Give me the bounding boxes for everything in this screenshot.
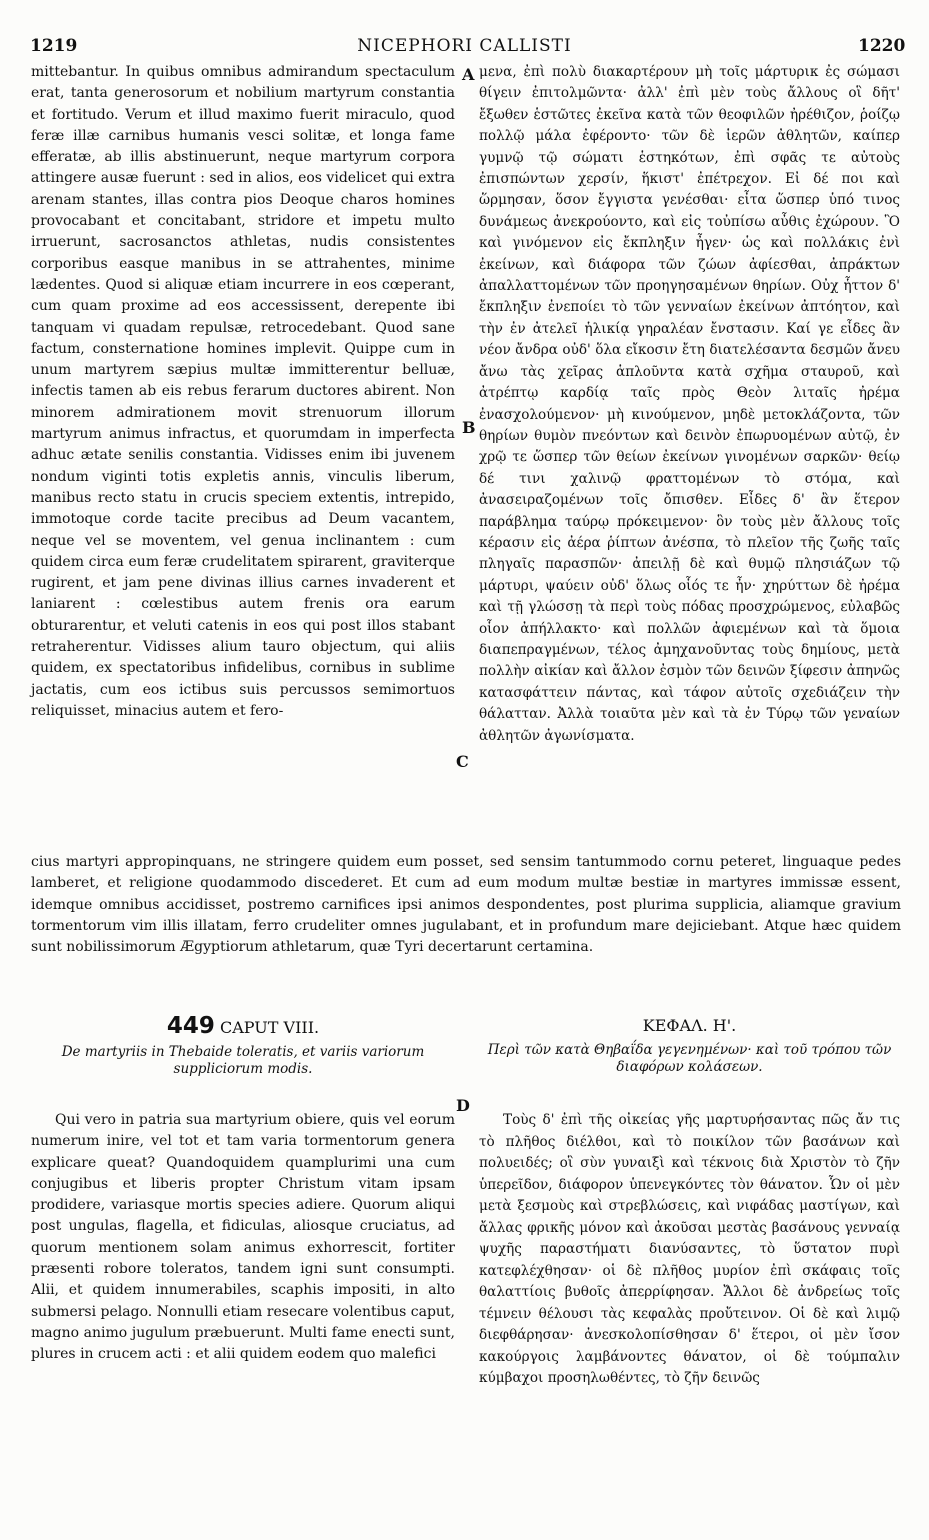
greek-caput-label: ΚΕΦΑΛ. Η'. [642, 1016, 737, 1035]
latin-caput-line [31, 1013, 455, 1041]
margin-marker-d: D [456, 1096, 470, 1115]
latin-column-top [31, 62, 455, 722]
greek-chapter-title: Περὶ τῶν κατὰ Θηβαΐδα γεγενημένων· καὶ τοῦ τρόπου τῶν διαφόρων κολάσεων. [487, 1042, 892, 1075]
latin-chapter-title: De martyriis in Thebaide toleratis, et variis variorum suppliciorum modis. [61, 1044, 425, 1077]
page-number-left: 1219 [30, 36, 78, 56]
greek-column-top [479, 62, 900, 747]
page-header [0, 0, 929, 60]
margin-marker-a: A [462, 65, 475, 84]
full-width-paragraph [31, 852, 901, 958]
greek-chapter-heading [479, 1013, 900, 1076]
latin-chapter-body: Qui vero in patria sua martyrium obiere, quis vel eorum numerum inire, vel tot et tam varia tormentorum genera explicare queat? Quandoquidem quamplurimi una cum conjugibus et liberis propter Christum vitam ipsam prodidere, variasque mortis species adiere. Quorum aliqui post ungulas, flagella, et fidiculas, aliosque cruciatus, ad quorum mentionem solam animus exhorrescit, fortiter præsenti robore toleratos, tandem igni sunt consumpti. Alii, et quidem innumerabiles, scaphis impositi, in alto submersi pelago. Nonnulli etiam resecare volentibus caput, magno animo jugulum præbuerunt. Multi fame enecti sunt, plures in crucem acti : et alii quidem eodem quo malefici [31, 1112, 455, 1363]
greek-column-bottom [479, 1110, 900, 1390]
page-number-right: 1220 [858, 36, 906, 56]
margin-marker-c: C [456, 752, 469, 771]
margin-marker-b: B [462, 418, 476, 437]
column-number: 449 [166, 1013, 215, 1039]
latin-column-bottom [31, 1110, 455, 1366]
greek-chapter-body: Τοὺς δ' ἐπὶ τῆς οἰκείας γῆς μαρτυρήσαντας πῶς ἄν τις τὸ πλῆθος διέλθοι, καὶ τὸ ποικίλον τῶν βασάνων καὶ πολυειδές; οἳ σὺν γυναιξὶ καὶ τέκνοις διὰ Χριστὸν τὸ ζῆν ὑπερεῖδον, διάφορον ὑπενεγκόντες τὸν θάνατον. Ὧν οἱ μὲν μετὰ ξεσμοὺς καὶ στρεβλώσεις, καὶ νιφάδας μαστίγων, καὶ ἄλλας φρικῆς μόνον καὶ ἀκοῦσαι μεστὰς βασάνους γενναίᾳ ψυχῆς παραστήματι διανύσαντες, τὸ ὕστατον πυρὶ κατεφλέχθησαν· οἱ δὲ πλῆθος μυρίον ἐπὶ σκάφαις τοῖς θαλαττίοις βυθοῖς ἀπερρίφησαν. Ἄλλοι δὲ ἀνδρείως τοῖς τέμνειν θέλουσι τὰς κεφαλὰς προὔτεινον. Οἱ δὲ καὶ λιμῷ διεφθάρησαν· ἀνεσκολοπίσθησαν δ' ἕτεροι, οἱ μὲν ἴσον κακούργοις λαμβάνοντες θάνατον, οἱ δὲ τούμπαλιν κύμβαχοι προσηλωθέντες, τὸ ζῆν δεινῶς [479, 1112, 900, 1386]
latin-chapter-heading [31, 1013, 455, 1078]
greek-paragraph: μενα, ἐπὶ πολὺ διακαρτέρουν μὴ τοῖς μάρτυρικ ἐς σώμασι θίγειν ἐπιτολμῶντα· ἀλλ' ἐπὶ μὲν τοὺς ἄλλους οἳ δῆτ' ἔξωθεν ἑστῶτες ἐκεῖνα κατὰ τῶν θεοφιλῶν ἠρέθιζον, ῥοίζῳ πολλῷ μάλα ἐφέροντο· τῶν δὲ ἱερῶν ἀθλητῶν, καίπερ γυμνῷ τῷ σώματι ἑστηκότων, ἐπὶ σφᾶς τε αὐτοὺς ἐπισπώντων χερσίν, ἥκιστ' ἐπέτρεχον. Εἰ δέ ποι καὶ ὥρμησαν, ὅσον ἔγγιστα γενέσθαι· εἶτα ὥσπερ ὑπό τινος δυνάμεως ἀνεκρούοντο, καὶ εἰς τοὐπίσω αὖθις ἐχώρουν. Ὃ καὶ γινόμενον εἰς ἔκπληξιν ἦγεν· ὡς καὶ πολλάκις ἐνὶ ἐκείνων, καὶ διάφορα τῶν ζώων ἀφίεσθαι, ἀπράκτων ἀπαλλαττομένων τῶν προηγησαμένων θηρίων. Οὐχ ἧττον δ' ἔκπληξιν ἐνεποίει τὸ τῶν γενναίων ἐκείνων ἀπτόητον, καὶ τὴν ἐν ἀτελεῖ ἡλικίᾳ γηραλέαν ἔνστασιν. Καί γε εἶδες ἂν νέον ἄνδρα οὐδ' ὅλα εἴκοσιν ἔτη διατελέσαντα δεσμῶν ἄνευ ἄνω τὰς χεῖρας ἁπλοῦντα κατὰ σχῆμα σταυροῦ, καὶ ἀτρέπτῳ καρδίᾳ ταῖς πρὸς Θεὸν λιταῖς ἠρέμα ἐνασχολούμενον· μὴ κινούμενον, μηδὲ μετοκλάζοντα, τῶν θηρίων θυμὸν πνεόντων καὶ δεινὸν ἐπωρυομένων αὐτῷ, ἐν χρῷ τε ὥσπερ τῶν θείων ἐκείνων γινομένων σαρκῶν· θείῳ δέ τινι χαλινῷ φραττομένων τὸ στόμα, καὶ ἀνασειραζομένων τοῖς ὄπισθεν. Εἶδες δ' ἂν ἕτερον παράβλημα ταύρῳ πρόκειμενον· ὃν τοὺς μὲν ἄλλους τοῖς κέρασιν εἰς ἀέρα ῥίπτων ἀνέσπα, τὸ πλεῖον τῆς ζωῆς ταῖς πληγαῖς παρασπῶν· ἀπειλῇ δὲ καὶ θυμῷ πλησιάζων τῷ μάρτυρι, ψαύειν οὐδ' ὅλως οἷός τε ἦν· χηρύττων δὲ ἠρέμα καὶ τῇ γλώσσῃ τὰ περὶ τοὺς πόδας προσχρώμενος, εὐλαβῶς οἷον ἀπήλλακτο· καὶ πολλῶν ἀφιεμένων καὶ τὰ ὅμοια διαπεπραγμένων, τέλος ἀμηχανοῦντας τοὺς δημίους, μετὰ πολλὴν αἰκίαν καὶ ἄλλον ἐσμὸν τῶν δεινῶν ξίφεσιν ἀπηνῶς κατασφάττειν πάντας, καὶ τάφον αὐτοῖς σχεδιάζειν τὴν θάλατταν. Ἀλλὰ τοιαῦτα μὲν καὶ τὰ ἐν Τύρῳ τῶν γεναίων ἀθλητῶν ἀγωνίσματα. [479, 64, 900, 744]
full-width-text: cius martyri appropinquans, ne stringere quidem eum posset, sed sensim tantummodo cornu peteret, linguaque pedes lamberet, et religione quodammodo discederet. Et cum ad eum modum multæ bestiæ in martyres immissæ essent, idemque omnibus accidisset, postremo carnifices ipsi animos despondentes, post plurima supplicia, aliamque gravium tormentorum vim illis illatam, ferro crudeliter omnes jugulabant, et in profundum mare dejiciebant. Atque hæc quidem sunt nobilissimorum Ægyptiorum athletarum, quæ Tyri decertarunt certamina. [31, 854, 901, 956]
caput-label: CAPUT VIII. [219, 1018, 320, 1037]
running-title: NICEPHORI CALLISTI [357, 36, 572, 56]
latin-paragraph: mittebantur. In quibus omnibus admirandum spectaculum erat, tanta generosorum et nobilium martyrum constantia et fortitudo. Verum et illud maximo fuerit miraculo, quod feræ illæ carnibus humanis vesci solitæ, et longa fame efferatæ, ab illis abstinuerunt, neque martyrum corpora attingere ausæ fuerunt : sed in alios, eos videlicet qui extra arenam stantes, illas contra pios Deoque charos homines provocabant et concitabant, stridore et impetu multo irruerunt, sacrosanctos athletas, nudis consistentes corporibus easque manibus in se attrahentes, minime lædentes. Quod si aliquæ etiam incurrere in eos cœperant, cum quam proxime ad eos accessissent, derepente ibi tanquam vi quadam repulsæ, retrocedebant. Quod sane factum, consternatione homines implevit. Quippe cum in unum martyrem sæpius multæ immitterentur belluæ, infectis tamen ab eis rebus ferarum ductores abirent. Non minorem admirationem movit strenuorum illorum martyrum animus infractus, et quorumdam in imperfecta adhuc ætate senilis constantia. Vidisses enim ibi juvenem nondum viginti totis expletis annis, vinculis liberum, manibus recto statu in crucis speciem extentis, intrepido, immotoque corde tacite precibus ad Deum vacantem, neque vel se moventem, vel genua inclinantem : cum quidem circa eum feræ crudelitatem spirarent, graviterque rugirent, et jam pene divinas illius carnes invaderent et laniarent : cœlestibus autem frenis ora earum obturarentur, et veluti catenis in eos qui post illos stabant retraherentur. Vidisses alium tauro objectum, qui aliis quidem, ex spectatoribus infidelibus, cornibus in sublime jactatis, cum eos ictibus suis percussos semimortuos reliquisset, minacius autem et fero- [31, 64, 455, 719]
